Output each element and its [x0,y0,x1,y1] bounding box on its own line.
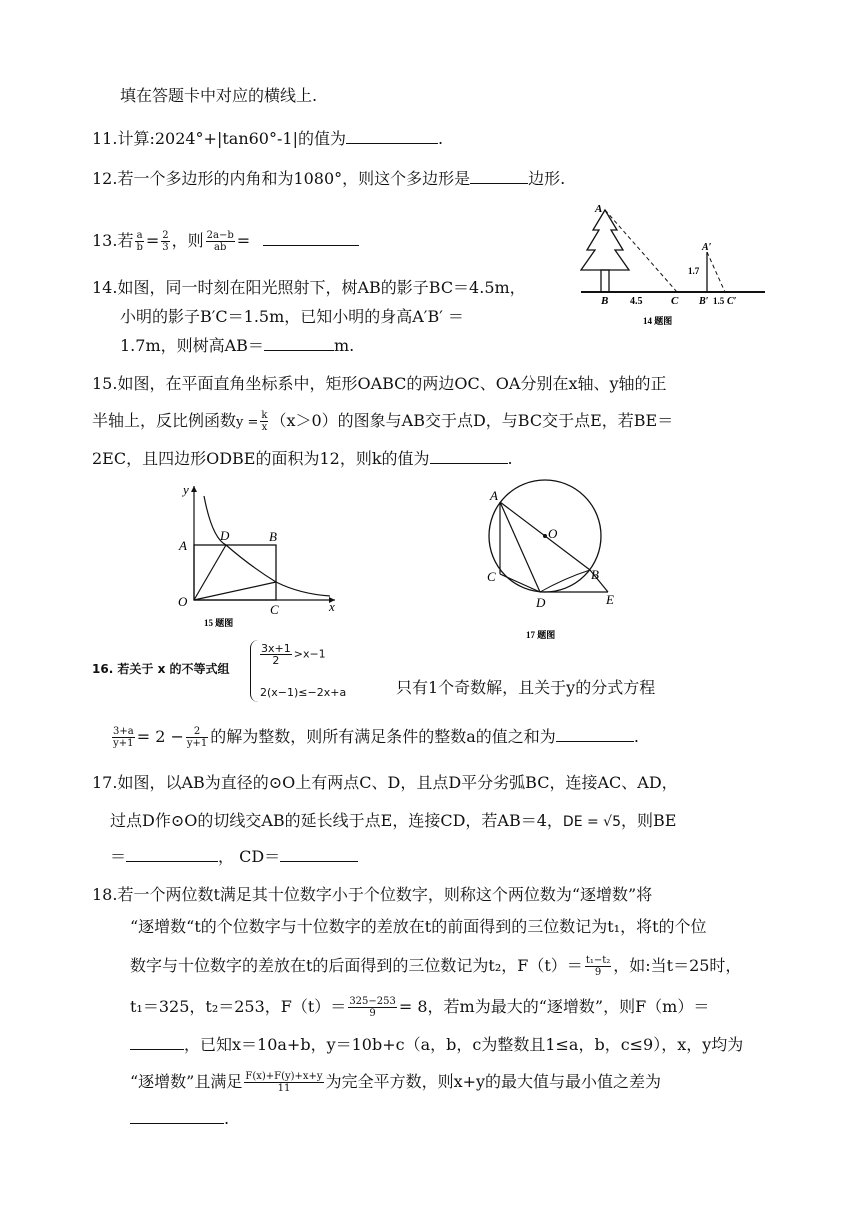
q15-line3-text: 2EC，且四边形ODBE的面积为12，则k的值为 [92,449,430,468]
q18-frac2-num: 325−253 [349,996,396,1007]
q13-frac-ab [135,230,143,253]
q17-line1: 17.如图，以AB为直径的⊙O上有两点C、D，且点D平分劣弧BC，连接AC、AD， [92,773,678,792]
q16-ineq2: 2(x−1)≤−2x+a [260,686,347,699]
q17-cd-blank[interactable] [280,847,358,862]
q12-text: 12.若一个多边形的内角和为1080°，则这个多边形是 [92,169,471,188]
label-E: E [606,592,614,607]
q16-eq-num2: 2 [186,726,208,738]
q18-line4 [130,993,709,1021]
q18-frac3-den: 11 [277,1083,291,1094]
q13-frac3-den: ab [214,242,227,253]
q16-eq-frac1 [112,726,135,749]
q13-eq: = [145,231,160,250]
figure-15 [170,478,350,638]
q12-answer-blank[interactable] [470,169,528,184]
q15-y-eq: y = [236,415,259,430]
question-17-line3 [110,846,358,868]
q18-line4b: = 8，若m为最大的“逐增数”，则F（m）＝ [398,997,710,1016]
label-y: y [183,482,189,497]
q18-line4a: t₁＝325，t₂＝253，F（t）＝ [130,997,347,1016]
q13-frac-num: a [136,230,143,241]
q16-ineq1-den: 2 [272,654,280,667]
tree-drawing [581,210,629,292]
q14-end: m. [333,336,355,355]
q15-line2b: （x＞0）的图象与AB交于点D，与BC交于点E，若BE＝ [270,411,674,430]
label-C: C [487,569,496,584]
q16-tail: 只有1个奇数解，且关于y的分式方程 [396,678,656,697]
q13-frac2-den: 3 [162,242,169,253]
q14-answer-blank[interactable] [264,336,334,351]
q16-eq-den2: y+1 [186,738,208,749]
q11-text: 11.计算:2024°+|tan60°-1|的值为 [92,129,346,148]
q14-line1: 14.如图，同一时刻在阳光照射下，树AB的影子BC＝4.5m， [92,278,526,297]
center-point [543,534,547,538]
q15-line1: 15.如图，在平面直角坐标系中，矩形OABC的两边OC、OA分别在x轴、y轴的正 [92,374,667,393]
label-17: 1.7 [688,266,700,276]
intro-text: 填在答题卡中对应的横线上. [120,86,318,105]
question-12 [92,168,565,190]
q15-frac-den: x [261,422,268,433]
q18-diff-blank[interactable] [130,1109,224,1124]
q17-line2a: 过点D作⊙O的切线交AB的延长线于点E，连接CD，若AB＝4， [110,811,563,830]
q17-line2 [110,810,676,833]
label-B: B [601,295,609,307]
q16-eq-mid: = 2 − [136,727,184,746]
label-A: A [490,488,498,503]
segment-OE [194,582,276,600]
figure-14 [575,200,775,330]
label-B: B [269,529,277,544]
label-O: O [548,526,558,541]
label-C: C [671,295,679,307]
y-axis-arrow [191,486,197,492]
question-15-line3 [92,448,513,470]
q16-eq-den1: y+1 [113,738,134,749]
q18-line5-text: ，已知x＝10a+b，y＝10b+c（a，b，c为整数且1≤a，b，c≤9），x，y均为 [184,1035,744,1054]
question-14-line3 [120,335,354,357]
q15-frac-num: k [261,410,268,421]
q15-answer-blank[interactable] [430,449,508,464]
q18-line2: “逐增数“t的个位数字与十位数字的差放在t的前面得到的三位数记为t₁，将t的个位 [130,917,707,936]
q17-line3a: ＝ [110,847,127,866]
label-A-prime: A′ [702,242,712,253]
q18-frac-example [348,996,397,1019]
q18-line3 [130,952,741,980]
q14-line2: 小明的影子B′C＝1.5m，已知小明的身高A′B′ ＝ [120,307,464,326]
figure-14-caption: 14 题图 [643,316,673,326]
q18-line6a: “逐增数”且满足 [130,1072,243,1091]
chord-AD [500,502,540,592]
q12-end: 边形. [528,169,566,188]
q17-be-blank[interactable] [126,847,218,862]
q17-line2b: ，则BE [621,811,677,830]
question-16-line2 [110,723,639,751]
q13-mid: ，则 [171,231,204,250]
label-C-prime: C′ [727,296,737,307]
chord-CD [500,574,540,592]
label-O: O [178,594,188,609]
hyperbola-curve [204,496,330,596]
question-11 [92,128,443,150]
question-13 [92,228,359,254]
q18-line6b: 为完全平方数，则x+y的最大值与最小值之差为 [325,1072,662,1091]
q16-eq-num1: 3+a [113,726,134,737]
q18-line3b: ，如:当t＝25时， [613,956,742,975]
q16-answer-blank[interactable] [556,727,634,742]
q16-ineq1-frac [260,643,292,666]
q17-de-value: DE = √5 [562,814,622,830]
label-C: C [270,602,279,617]
figure-17-caption: 17 题图 [526,630,556,640]
q15-line2 [92,408,673,436]
q14-line3-text: 1.7m，则树高AB＝ [120,336,264,355]
q18-end: . [224,1109,230,1128]
figure-15-caption: 15 题图 [204,618,234,628]
q13-frac-23 [161,230,169,253]
label-A: A [179,538,187,553]
q16-end: . [633,727,639,746]
label-D: D [536,595,546,610]
label-15: 1.5 [713,296,725,306]
q13-frac2-num: 2 [162,230,169,241]
q16-prefix: 16. 若关于 x 的不等式组 [92,662,230,676]
q18-frac-condition [244,1071,323,1094]
q18-frac-F [585,955,611,978]
q16-ineq1 [258,643,326,666]
q13-eq2: = [236,231,251,250]
q11-answer-blank[interactable] [346,129,438,144]
label-B: B [591,567,599,582]
q18-line1: 18.若一个两位数t满足其十位数字小于个位数字，则称这个两位数为“逐增数”将 [92,885,653,904]
label-B-prime: B′ [699,296,709,307]
question-18-line5 [130,1034,743,1056]
q18-frac2-den: 9 [369,1008,376,1019]
q18-frac3-num: F(x)+F(y)+x+y [245,1071,323,1082]
q18-frac-num: t₁−t₂ [585,955,611,966]
q18-frac-den: 9 [594,967,602,978]
q16-line2-text: 的解为整数，则所有满足条件的整数a的值之和为 [210,727,556,746]
q15-line2a: 半轴上，反比例函数 [92,411,237,430]
q13-prefix: 13.若 [92,231,134,250]
label-A: A [595,203,603,215]
q16-ineq1-num: 3x+1 [261,642,291,655]
q16-ineq1-rhs: >x−1 [293,647,326,661]
sun-ray-person [707,252,725,292]
label-45: 4.5 [630,296,643,307]
q18-line3a: 数字与十位数字的差放在t的后面得到的三位数记为t₂，F（t）＝ [130,956,583,975]
segment-OD [194,545,226,600]
question-18-line7 [130,1108,229,1130]
label-D: D [220,528,230,543]
q13-frac-expr [206,230,235,253]
q13-frac3-num: 2a−b [206,230,234,241]
q18-fm-blank[interactable] [130,1035,184,1050]
q15-frac-kx [260,410,268,433]
figure-17 [470,478,630,643]
q13-answer-blank[interactable] [263,231,359,246]
q17-line3b: ， CD＝ [218,847,281,866]
q16-eq-frac2 [186,726,208,749]
q13-frac-den: b [136,242,143,253]
q18-line6 [130,1067,661,1097]
q11-end: . [437,129,444,148]
q15-end: . [507,449,513,468]
label-x: x [329,599,335,614]
